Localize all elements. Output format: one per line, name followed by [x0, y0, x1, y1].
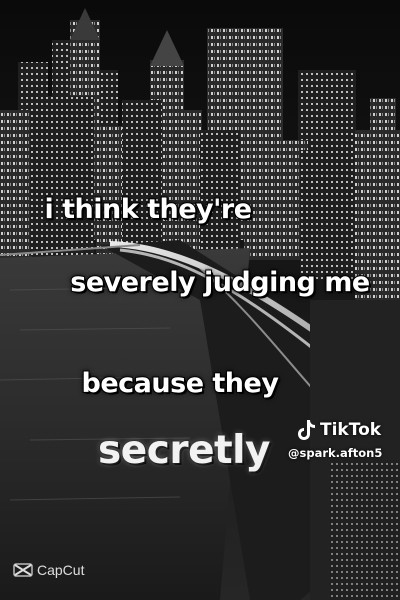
capcut-brand-label: CapCut	[37, 562, 85, 578]
capcut-watermark	[12, 560, 84, 580]
caption-line-1: i think they're	[44, 194, 252, 225]
tiktok-handle: @spark.afton5	[288, 446, 383, 460]
caption-line-2: severely judging me	[70, 267, 370, 298]
tiktok-watermark	[288, 418, 396, 466]
tiktok-brand-label: TikTok	[320, 420, 382, 440]
capcut-logo-icon	[12, 561, 34, 579]
caption-line-3: because they	[81, 368, 279, 399]
caption-line-4: secretly	[98, 428, 270, 473]
tiktok-logo-icon	[296, 418, 318, 442]
